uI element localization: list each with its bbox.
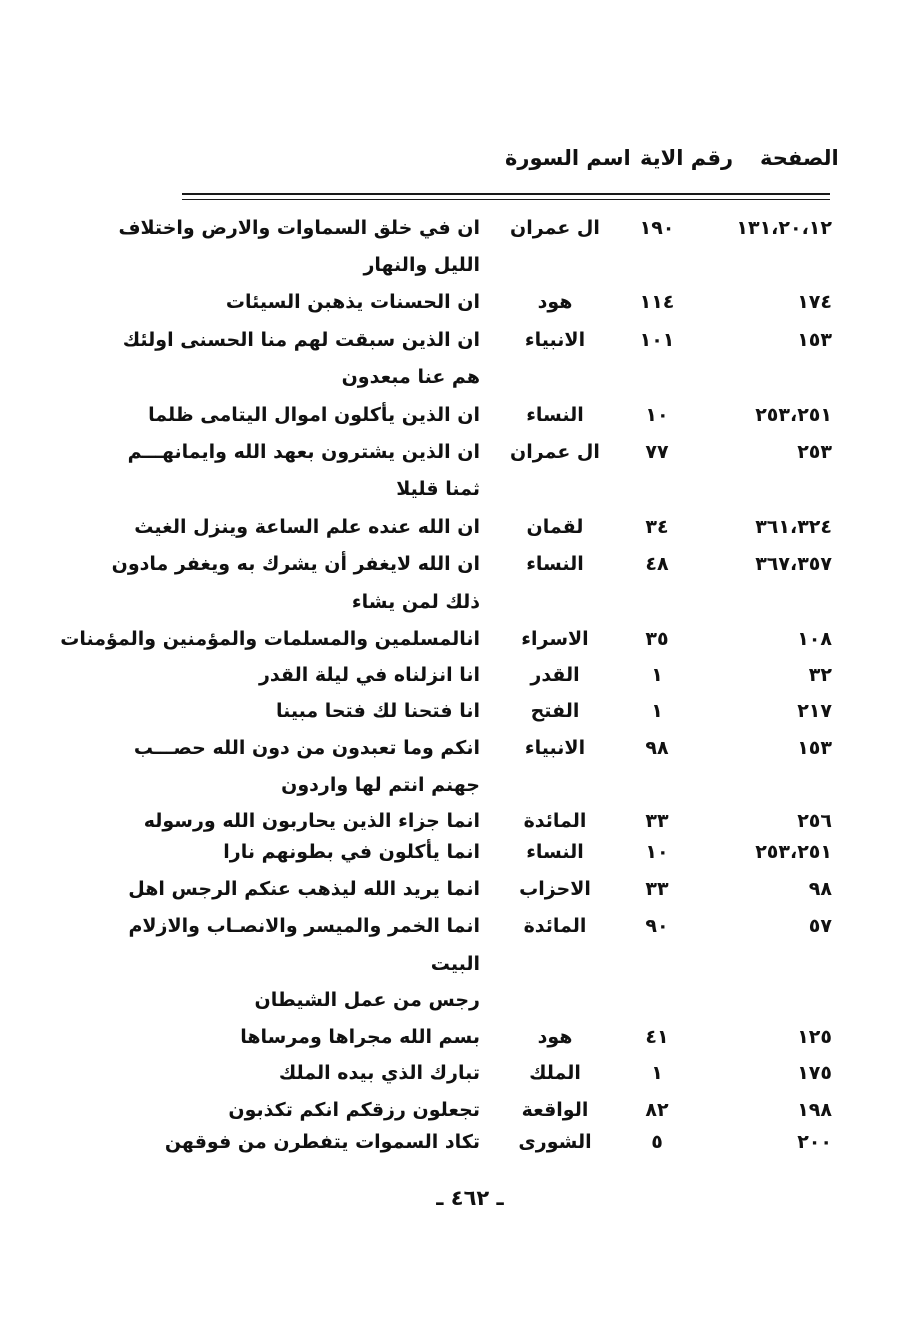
column-header-ayah: رقم الاية xyxy=(640,146,734,170)
verse-text-cell: انما الخمر والميسر والانصـاب والازلام xyxy=(128,915,480,937)
surah-name-cell xyxy=(500,584,610,620)
surah-name-cell xyxy=(500,767,610,803)
table-row xyxy=(0,584,920,620)
ayah-number-cell: ١٠١ xyxy=(639,329,675,351)
page-number-cell: ٢٥٣،٢٥١ xyxy=(755,841,832,863)
header-rule-thick xyxy=(182,193,830,195)
table-row xyxy=(0,284,920,320)
verse-text-cell: انما جزاء الذين يحاربون الله ورسوله xyxy=(143,810,480,832)
table-row xyxy=(0,359,920,395)
table-row xyxy=(0,693,920,729)
page-number-cell: ٩٨ xyxy=(808,878,832,900)
ayah-number-cell: ٤٨ xyxy=(645,553,669,575)
table-row xyxy=(0,1019,920,1055)
surah-name-cell xyxy=(500,471,610,507)
verse-text-cell: ان الذين سبقت لهم منا الحسنى اولئك xyxy=(122,329,480,351)
verse-text-cell: انما يأكلون في بطونهم نارا xyxy=(223,841,480,863)
verse-text-cell: ان الذين يأكلون اموال اليتامى ظلما xyxy=(148,404,480,426)
page-number-cell xyxy=(702,247,832,283)
verse-text-cell: هم عنا مبعدون xyxy=(341,366,480,388)
surah-name-cell: النساء xyxy=(526,553,584,575)
ayah-number-cell: ٣٣ xyxy=(645,810,669,832)
page-number-cell: ١٢٥ xyxy=(797,1026,832,1048)
ayah-number-cell xyxy=(619,471,695,507)
surah-name-cell: هود xyxy=(537,291,573,313)
page-number-cell: ٣٦٧،٣٥٧ xyxy=(755,553,832,575)
ayah-number-cell: ٨٢ xyxy=(645,1099,669,1121)
surah-name-cell: الشورى xyxy=(518,1131,592,1153)
verse-text-cell: الليل والنهار xyxy=(363,254,480,276)
ayah-number-cell: ١ xyxy=(651,700,663,722)
table-row xyxy=(0,982,920,1018)
verse-text-cell: ذلك لمن يشاء xyxy=(351,591,480,613)
verse-text-cell: ان الذين يشترون بعهد الله وايمانهـــم xyxy=(127,441,480,463)
verse-text-cell: بسم الله مجراها ومرساها xyxy=(240,1026,480,1048)
ayah-number-cell: ١٩٠ xyxy=(639,217,675,239)
verse-text-cell: انا فتحنا لك فتحا مبينا xyxy=(275,700,480,722)
verse-text-cell: انما يريد الله ليذهب عنكم الرجس اهل xyxy=(128,878,480,900)
surah-name-cell: النساء xyxy=(526,841,584,863)
verse-text-cell: ان الله لايغفر أن يشرك به ويغفر مادون xyxy=(111,553,480,575)
verse-text-cell: ثمنا قليلا xyxy=(396,478,480,500)
table-row xyxy=(0,546,920,582)
page-number-cell: ١٩٨ xyxy=(797,1099,832,1121)
surah-name-cell: الفتح xyxy=(530,700,580,722)
ayah-number-cell xyxy=(619,247,695,283)
surah-name-cell: ال عمران xyxy=(510,441,600,463)
verse-text-cell: انا انزلناه في ليلة القدر xyxy=(258,664,480,686)
surah-name-cell: هود xyxy=(537,1026,573,1048)
ayah-number-cell: ٩٨ xyxy=(645,737,669,759)
verse-text-cell: ان الله عنده علم الساعة وينزل الغيث xyxy=(134,516,480,538)
page-number-cell: ٥٧ xyxy=(808,915,832,937)
surah-name-cell xyxy=(500,359,610,395)
table-row xyxy=(0,767,920,803)
page-number-cell xyxy=(702,767,832,803)
page-number-cell xyxy=(702,584,832,620)
surah-name-cell: لقمان xyxy=(526,516,584,538)
verse-text-cell: تجعلون رزقكم انكم تكذبون xyxy=(228,1099,480,1121)
table-row xyxy=(0,621,920,657)
page-number-cell: ٣٦١،٣٢٤ xyxy=(755,516,832,538)
surah-name-cell: الملك xyxy=(529,1062,581,1084)
surah-name-cell: الاحزاب xyxy=(519,878,591,900)
surah-name-cell xyxy=(500,247,610,283)
surah-name-cell: المائدة xyxy=(523,810,587,832)
page-number-cell: ٢٥٣،٢٥١ xyxy=(755,404,832,426)
ayah-number-cell: ٣٤ xyxy=(645,516,669,538)
table-row xyxy=(0,871,920,907)
ayah-number-cell: ١١٤ xyxy=(639,291,675,313)
page-number-cell: ١٥٣ xyxy=(797,329,832,351)
table-row xyxy=(0,434,920,470)
column-header-page: الصفحة xyxy=(760,146,839,170)
ayah-number-cell: ٤١ xyxy=(645,1026,669,1048)
table-row xyxy=(0,509,920,545)
table-row xyxy=(0,1092,920,1128)
table-row xyxy=(0,1055,920,1091)
page-number-cell xyxy=(702,471,832,507)
table-row xyxy=(0,1124,920,1160)
ayah-number-cell: ٣٣ xyxy=(645,878,669,900)
page-number-cell: ١٠٨ xyxy=(797,628,832,650)
ayah-number-cell: ١٠ xyxy=(645,841,669,863)
ayah-number-cell: ٥ xyxy=(651,1131,663,1153)
page-number-cell: ٢٠٠ xyxy=(797,1131,832,1153)
verse-text-cell: انكم وما تعبدون من دون الله حصـــب xyxy=(133,737,480,759)
page-number-cell xyxy=(702,982,832,1018)
page-number: ـ ٤٦٢ ـ xyxy=(436,1186,504,1210)
surah-name-cell: المائدة xyxy=(523,915,587,937)
ayah-number-cell xyxy=(619,982,695,1018)
table-row xyxy=(0,471,920,507)
page-number-cell: ١٥٣ xyxy=(797,737,832,759)
ayah-number-cell xyxy=(619,946,695,982)
surah-name-cell: الاسراء xyxy=(521,628,589,650)
table-row xyxy=(0,908,920,944)
table-row xyxy=(0,210,920,246)
page-number-cell: ١٣١،٢٠،١٢ xyxy=(736,217,832,239)
ayah-number-cell: ٣٥ xyxy=(645,628,669,650)
verse-text-cell: انالمسلمين والمسلمات والمؤمنين والمؤمنات xyxy=(60,628,480,650)
table-row xyxy=(0,322,920,358)
verse-text-cell: تكاد السموات يتفطرن من فوقهن xyxy=(164,1131,480,1153)
page-number-cell: ٣٢ xyxy=(808,664,832,686)
verse-text-cell: ان في خلق السماوات والارض واختلاف xyxy=(118,217,480,239)
page-number-cell: ٢٥٦ xyxy=(797,810,832,832)
ayah-number-cell: ١ xyxy=(651,1062,663,1084)
ayah-number-cell xyxy=(619,767,695,803)
ayah-number-cell: ١ xyxy=(651,664,663,686)
table-row xyxy=(0,946,920,982)
ayah-number-cell xyxy=(619,359,695,395)
header-rule-thin xyxy=(182,199,830,200)
column-header-surah: اسم السورة xyxy=(505,146,631,170)
table-row xyxy=(0,247,920,283)
ayah-number-cell: ٧٧ xyxy=(645,441,669,463)
table-row xyxy=(0,730,920,766)
verse-text-cell: البيت xyxy=(430,953,480,975)
surah-name-cell: ال عمران xyxy=(510,217,600,239)
surah-name-cell xyxy=(500,982,610,1018)
ayah-number-cell: ١٠ xyxy=(645,404,669,426)
page-number-cell: ٢١٧ xyxy=(797,700,832,722)
page-number-cell xyxy=(702,946,832,982)
surah-name-cell: الانبياء xyxy=(524,329,586,351)
page-number-cell: ١٧٥ xyxy=(797,1062,832,1084)
ayah-number-cell: ٩٠ xyxy=(645,915,669,937)
page-number-cell: ٢٥٣ xyxy=(797,441,832,463)
surah-name-cell: الواقعة xyxy=(521,1099,589,1121)
verse-text-cell: جهنم انتم لها واردون xyxy=(281,774,480,796)
surah-name-cell: القدر xyxy=(530,664,580,686)
table-row xyxy=(0,834,920,870)
surah-name-cell: النساء xyxy=(526,404,584,426)
surah-name-cell xyxy=(500,946,610,982)
table-row xyxy=(0,397,920,433)
verse-text-cell: تبارك الذي بيده الملك xyxy=(278,1062,480,1084)
page-number-cell xyxy=(702,359,832,395)
table-row xyxy=(0,657,920,693)
surah-name-cell: الانبياء xyxy=(524,737,586,759)
ayah-number-cell xyxy=(619,584,695,620)
verse-text-cell: رجس من عمل الشيطان xyxy=(254,989,480,1011)
verse-text-cell: ان الحسنات يذهبن السيئات xyxy=(225,291,480,313)
page-number-cell: ١٧٤ xyxy=(797,291,832,313)
